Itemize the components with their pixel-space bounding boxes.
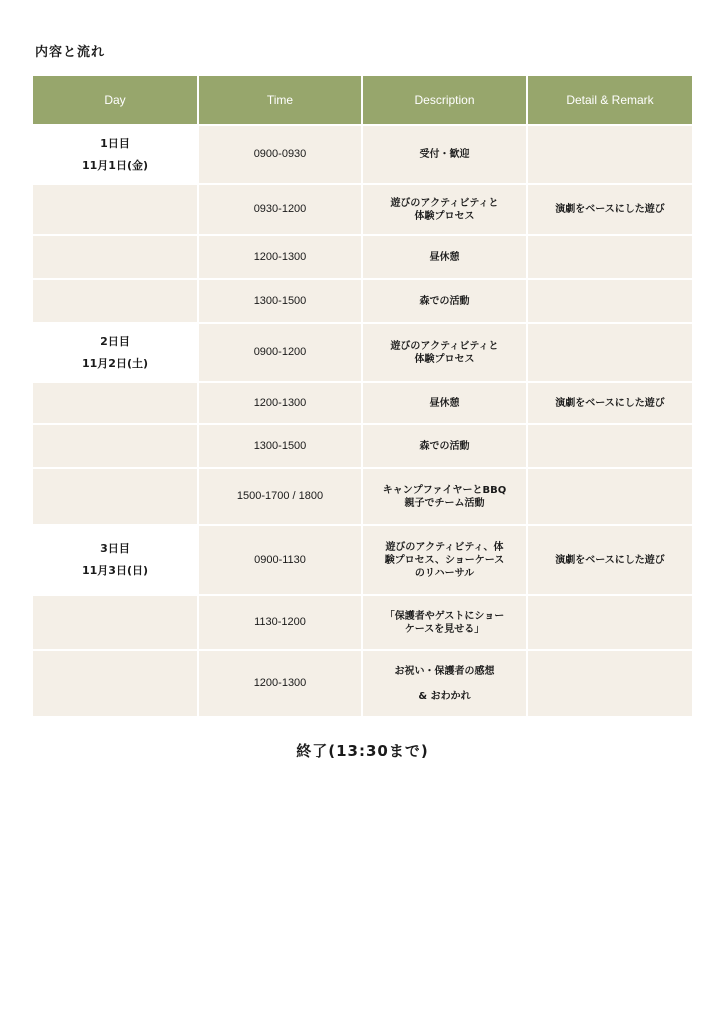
time-cell: 0900-0930 — [198, 125, 362, 184]
description-line: キャンプファイヤーとBBQ — [382, 484, 507, 496]
table-row — [33, 279, 692, 323]
day-label: 1日目 — [100, 136, 130, 150]
remark-cell — [527, 424, 692, 468]
description-line: 体験プロセス — [414, 210, 475, 222]
description-cell — [362, 650, 527, 717]
description-line: 験プロセス、ショーケース — [384, 554, 505, 566]
day-cell — [33, 279, 198, 323]
time-cell: 0900-1200 — [198, 323, 362, 382]
day-cell — [33, 323, 198, 382]
description-cell — [362, 279, 527, 323]
description-line: 受付・歓迎 — [419, 149, 470, 160]
day-label: 11月3日(日) — [81, 564, 149, 577]
description-cell — [362, 184, 527, 235]
table-row — [33, 184, 692, 235]
section-title: 内容と流れ — [35, 45, 106, 60]
table-row — [33, 125, 692, 184]
time-cell: 1200-1300 — [198, 382, 362, 424]
description-cell — [362, 424, 527, 468]
time-cell: 1300-1500 — [198, 424, 362, 468]
time-cell: 1200-1300 — [198, 650, 362, 717]
time-cell: 1200-1300 — [198, 235, 362, 279]
remark-cell — [527, 323, 692, 382]
remark-cell — [527, 279, 692, 323]
remark-cell — [527, 468, 692, 525]
table-row — [33, 650, 692, 717]
description-line: 昼休憩 — [429, 251, 460, 263]
table-row — [33, 235, 692, 279]
description-line: 遊びのアクティビティと — [390, 340, 499, 352]
description-cell — [362, 125, 527, 184]
schedule-body — [33, 125, 692, 717]
day-cell — [33, 650, 198, 717]
day-cell — [33, 595, 198, 650]
remark-cell — [527, 125, 692, 184]
time-cell: 1300-1500 — [198, 279, 362, 323]
time-cell: 0930-1200 — [198, 184, 362, 235]
header-time: Time — [198, 76, 362, 125]
description-cell — [362, 595, 527, 650]
header-day: Day — [33, 76, 198, 125]
description-line: 昼休憩 — [429, 397, 460, 409]
description-line: 親子でチーム活動 — [404, 497, 485, 509]
table-row — [33, 323, 692, 382]
description-line: 森での活動 — [419, 440, 470, 452]
schedule-table — [33, 76, 692, 718]
table-header-row — [33, 76, 692, 125]
description-line — [369, 678, 520, 690]
day-cell — [33, 468, 198, 525]
description-line: のリハーサル — [414, 567, 475, 579]
table-row — [33, 525, 692, 595]
remark-cell: 演劇をベースにした遊び — [527, 525, 692, 595]
day-cell — [33, 125, 198, 184]
description-cell — [362, 382, 527, 424]
day-label: 2日目 — [100, 334, 130, 348]
description-line: & おわかれ — [418, 690, 471, 702]
description-line: 森での活動 — [419, 295, 470, 307]
table-row — [33, 595, 692, 650]
description-line: 「保護者やゲストにショー — [384, 610, 505, 622]
description-line: 体験プロセス — [414, 353, 475, 365]
header-remark: Detail & Remark — [527, 76, 692, 125]
day-label: 3日目 — [100, 542, 130, 555]
description-line: お祝い・保護者の感想 — [394, 665, 495, 677]
time-cell: 1500-1700 / 1800 — [198, 468, 362, 525]
closing-note: 終了(13:30まで) — [296, 742, 429, 760]
day-label: 11月1日(金) — [81, 158, 149, 172]
description-line: ケースを見せる」 — [404, 623, 485, 635]
day-cell — [33, 424, 198, 468]
day-cell — [33, 184, 198, 235]
table-row — [33, 382, 692, 424]
description-cell — [362, 235, 527, 279]
description-cell — [362, 525, 527, 595]
remark-cell — [527, 235, 692, 279]
header-description: Description — [362, 76, 527, 125]
day-cell — [33, 525, 198, 595]
day-cell — [33, 382, 198, 424]
description-cell — [362, 323, 527, 382]
day-cell — [33, 235, 198, 279]
time-cell: 1130-1200 — [198, 595, 362, 650]
remark-cell: 演劇をベースにした遊び — [527, 184, 692, 235]
remark-cell — [527, 650, 692, 717]
description-line: 遊びのアクティビティと — [390, 197, 499, 209]
day-label: 11月2日(土) — [81, 356, 149, 370]
table-row — [33, 424, 692, 468]
time-cell: 0900-1130 — [198, 525, 362, 595]
table-row — [33, 468, 692, 525]
description-line: 遊びのアクティビティ、体 — [385, 541, 504, 553]
description-cell — [362, 468, 527, 525]
remark-cell: 演劇をベースにした遊び — [527, 382, 692, 424]
remark-cell — [527, 595, 692, 650]
